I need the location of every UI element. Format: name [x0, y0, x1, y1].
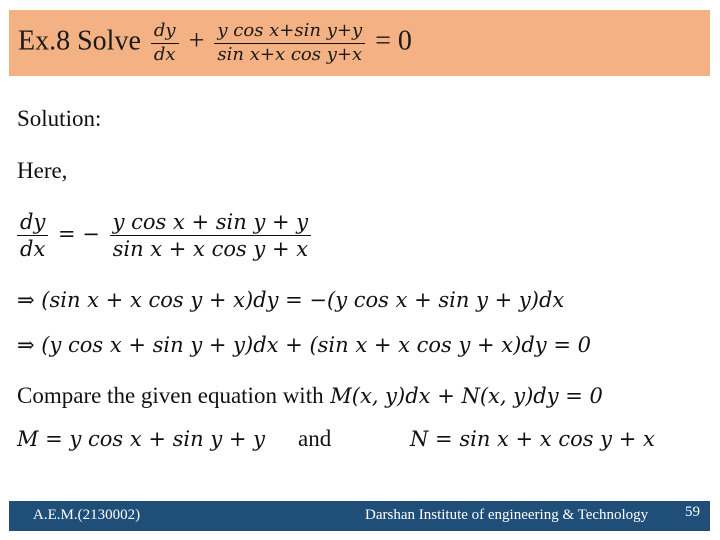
page-number: 59: [685, 504, 700, 520]
and-label: and: [298, 426, 332, 451]
title-plus: +: [188, 25, 205, 57]
rhs-fraction: [110, 210, 312, 261]
derivative-fraction: [17, 210, 48, 261]
compare-line: [17, 383, 603, 409]
title-fraction-den: sin x+x cos y+x: [217, 43, 363, 65]
title-derivative-num: dy: [151, 21, 179, 44]
n-definition: N = sin x + x cos y + x: [410, 427, 655, 451]
title-equals-zero: = 0: [375, 25, 412, 57]
derivative-num: dy: [17, 210, 48, 236]
footer-course: A.E.M.(2130002): [33, 507, 141, 523]
step-2-equation: ⇒ (y cos x + sin y + y)dx + (sin x + x cos y + x)dy = 0: [17, 333, 591, 357]
derivative-den: dx: [20, 237, 46, 262]
slide-title: [18, 21, 412, 65]
derivative-equals: = −: [58, 222, 100, 247]
compare-text: Compare the given equation with: [17, 383, 324, 408]
title-prefix: Ex.8 Solve: [18, 25, 141, 57]
here-label: Here,: [17, 158, 68, 183]
title-derivative-den: dx: [153, 43, 176, 65]
m-definition: M = y cos x + sin y + y: [17, 427, 266, 451]
compare-equation: M(x, y)dx + N(x, y)dy = 0: [330, 384, 603, 408]
title-fraction-num: y cos x+sin y+y: [214, 21, 365, 44]
derivative-equation: [17, 210, 314, 261]
footer-institute: Darshan Institute of engineering & Technology: [365, 507, 649, 523]
title-derivative: [151, 21, 179, 65]
title-banner: [9, 10, 710, 76]
title-fraction: [214, 21, 365, 65]
rhs-den: sin x + x cos y + x: [112, 237, 309, 262]
footer-bar: [9, 501, 710, 531]
solution-label: Solution:: [17, 106, 102, 131]
step-1-equation: ⇒ (sin x + x cos y + x)dy = −(y cos x + sin y + y)dx: [17, 288, 565, 312]
rhs-num: y cos x + sin y + y: [110, 210, 312, 236]
